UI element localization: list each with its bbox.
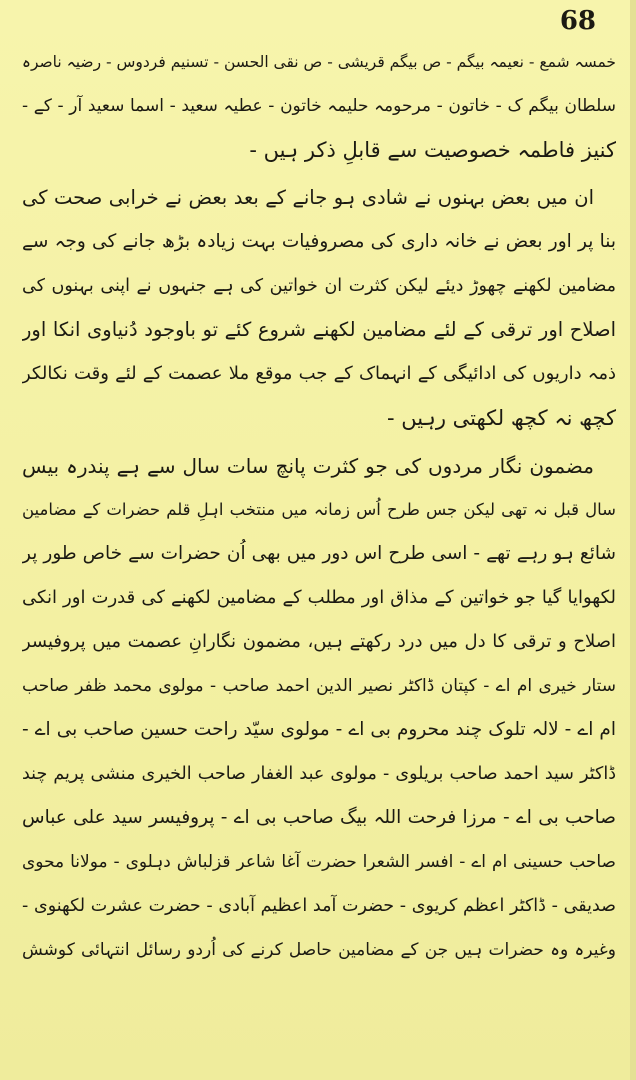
text-line: شائع ہو رہے تھے - اسی طرح اس دور میں بھی اُن حضرات سے خاص طور پر — [22, 543, 616, 564]
text-line: لکھوایا گیا جو خواتین کے مذاق اور مطلب کے مضامین لکھنے کی قدرت اور انکی — [22, 587, 616, 608]
text-line: اصلاح اور ترقی کے لئے مضامین لکھنے شروع کئے تو باوجود دُنیاوی انکا اور — [22, 318, 616, 341]
page-number: 68 — [559, 6, 596, 36]
text-line: اصلاح و ترقی کا دل میں درد رکھتے ہیں، مضمون نگارانِ عصمت میں پروفیسر — [22, 631, 616, 652]
text-line: ان میں بعض بہنوں نے شادی ہو جانے کے بعد بعض نے خرابی صحت کی — [22, 186, 594, 209]
text-line: خمسہ شمع - نعیمہ بیگم - ص بیگم قریشی - ص نقی الحسن - تسنیم فردوس - رضیہ ناصرہ — [22, 53, 616, 71]
page-text — [22, 40, 616, 972]
text-line: کچھ نہ کچھ لکھتی رہیں - — [386, 406, 616, 430]
text-line: کنیز فاطمہ خصوصیت سے قابلِ ذکر ہیں - — [249, 138, 616, 162]
text-line: صاحب حسینی ام اے - افسر الشعرا حضرت آغا شاعر قزلباش دہلوی - مولانا محوی — [22, 852, 616, 872]
text-line: سال قبل نہ تھی لیکن جس طرح اُس زمانہ میں منتخب اہلِ قلم حضرات کے مضامین — [22, 500, 616, 519]
text-line: ستار خیری ام اے - کپتان ڈاکٹر نصیر الدین احمد صاحب - مولوی محمد ظفر صاحب — [22, 676, 616, 696]
text-line: بنا پر اور بعض نے خانہ داری کی مصروفیات بہت زیادہ بڑھ جانے کی وجہ سے — [22, 231, 616, 252]
page-edge — [630, 0, 636, 1080]
text-line: صاحب بی اے - مرزا فرحت اللہ بیگ صاحب بی اے - پروفیسر سید علی عباس — [22, 807, 616, 828]
text-line: مضمون نگار مردوں کی جو کثرت پانچ سات سال سے ہے پندرہ بیس — [22, 454, 594, 478]
text-line: صدیقی - ڈاکٹر اعظم کریوی - حضرت آمد اعظیم آبادی - حضرت عشرت لکھنوی - — [22, 896, 616, 916]
text-line: ڈاکٹر سید احمد صاحب بریلوی - مولوی عبد الغفار صاحب الخیری منشی پریم چند — [22, 764, 616, 784]
text-line: سلطان بیگم ک - خاتون - مرحومہ حلیمہ خاتون - عطیہ سعید - اسما سعید آر - کے - — [22, 96, 616, 116]
text-line: وغیرہ وہ حضرات ہیں جن کے مضامین حاصل کرنے کی اُردو رسائل انتہائی کوشش — [22, 940, 616, 960]
text-line: ام اے - لالہ تلوک چند محروم بی اے - مولوی سیّد راحت حسین صاحب بی اے - — [22, 719, 616, 740]
text-line: ذمہ داریوں کی ادائیگی کے انہماک کے جب موقع ملا عصمت کے لئے وقت نکالکر — [22, 363, 616, 384]
text-line: مضامین لکھنے چھوڑ دیئے لیکن کثرت ان خواتین کی ہے جنہوں نے اپنی بہنوں کی — [22, 276, 616, 296]
